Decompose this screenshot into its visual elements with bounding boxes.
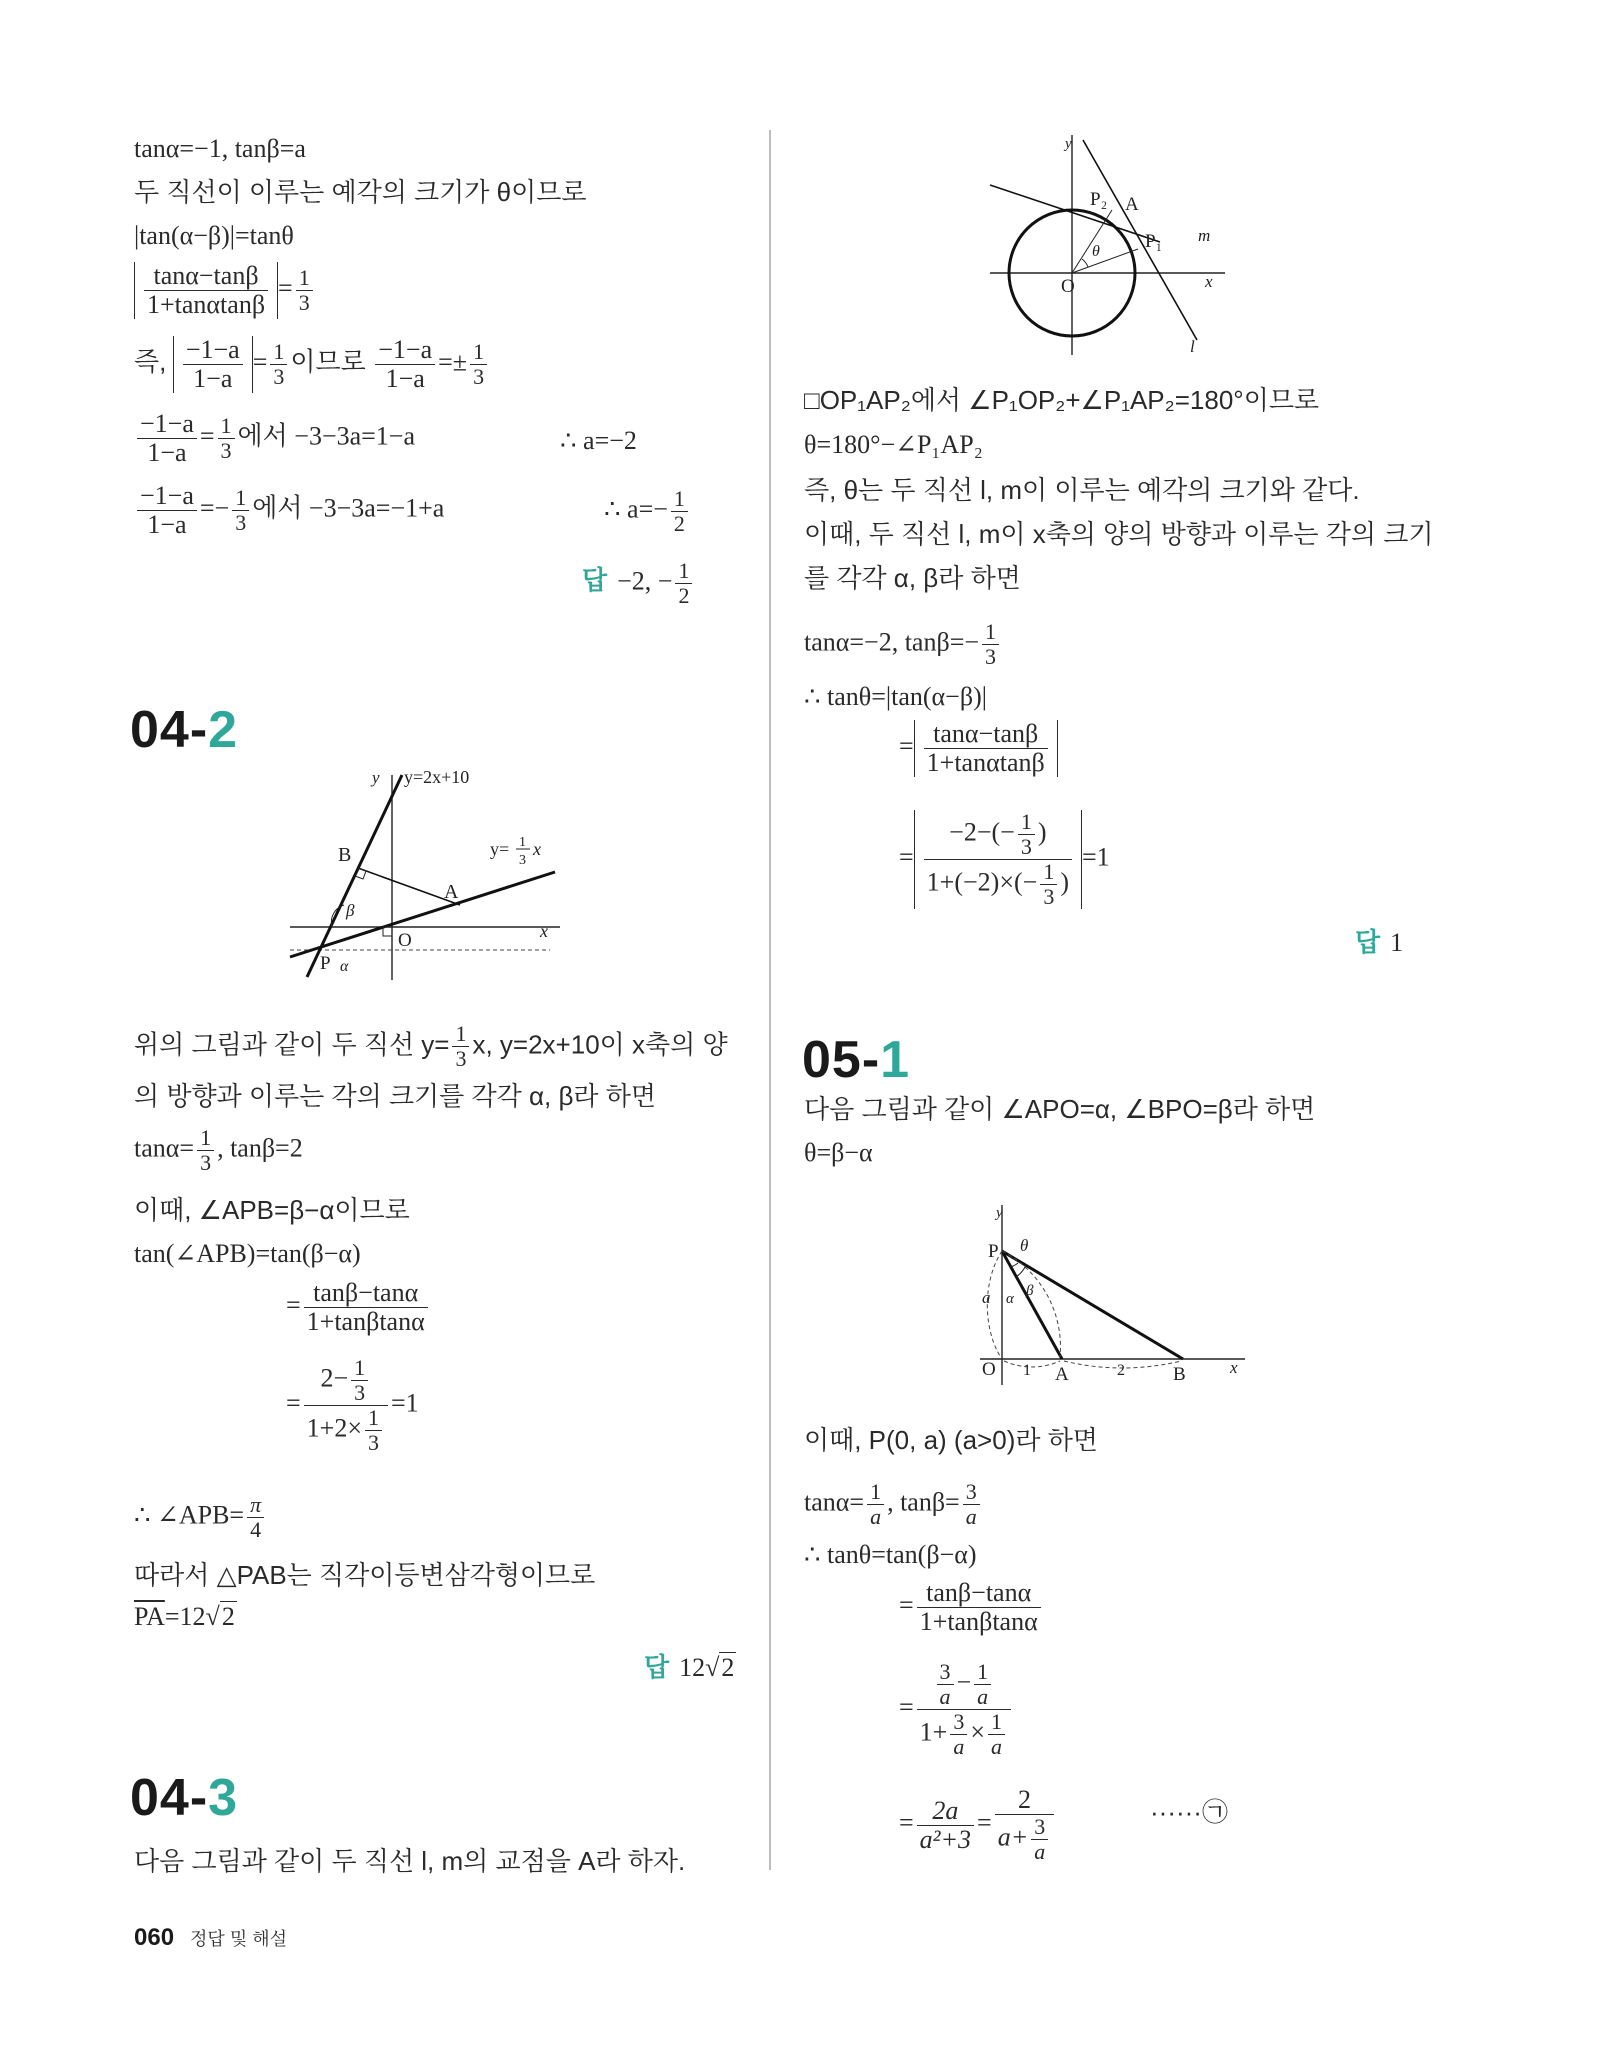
text-angles: 의 방향과 이루는 각의 크기를 각각 α, β라 하면 xyxy=(134,1081,656,1111)
fig-label-l: l xyxy=(1190,337,1195,356)
text-apb: 이때, ∠APB=β−α이므로 xyxy=(134,1195,410,1225)
eq-case-positive: $\frac{-1-a}{1-a}$ = $\frac{1}{3}$ 에서 −3−3a=1−a xyxy=(134,410,415,467)
fig-label-o: O xyxy=(1061,276,1075,297)
answer-1: 답 −2, − $\frac{1}{2}$ xyxy=(582,559,695,608)
figure-04-3 xyxy=(985,130,1235,360)
eq-case-negative: $\frac{-1-a}{1-a}$ =− $\frac{1}{3}$ 에서 −3−3a=−1+a xyxy=(134,482,444,539)
eq-tan-theta-05: ∴ tanθ=tan(β−α) xyxy=(804,1540,977,1569)
eq-tan-theta-3: = −2−(− $\frac{1}{3}$ ) 1+(−2)×(− $\frac{1}{3}$ ) =1 xyxy=(899,809,1110,909)
right-angle-o xyxy=(383,927,392,936)
figure-05-1 xyxy=(960,1195,1260,1390)
fig-label-y: y xyxy=(1065,136,1072,152)
fig-label-theta: θ xyxy=(1020,1236,1029,1255)
fig-label-p2: P₂ xyxy=(1090,189,1108,210)
fig-label-beta: β xyxy=(1026,1283,1034,1299)
fig-label-x: x xyxy=(1230,1358,1238,1377)
text-isosceles: 따라서 △PAB는 직각이등변삼각형이므로 xyxy=(134,1560,596,1590)
arc-1 xyxy=(1004,1361,1060,1367)
fig-label-eq2: y= xyxy=(490,839,510,859)
eq-tan-alpha-beta: tanα=−1, tanβ=a xyxy=(134,134,306,163)
eq-theta-diff: θ=β−α xyxy=(804,1138,873,1167)
fig-label-p: P xyxy=(320,953,331,974)
text-point-p: 이때, P(0, a) (a>0)라 하면 xyxy=(804,1425,1098,1455)
radius-p1 xyxy=(1072,249,1138,273)
page-footer xyxy=(134,1924,287,1952)
eq-tan-apb: tan(∠APB)=tan(β−α) xyxy=(134,1239,361,1268)
fig-label-a: A xyxy=(1125,194,1139,215)
fig-label-m: m xyxy=(1198,226,1211,245)
answer-2: 답 12√2 xyxy=(644,1652,735,1682)
text-acute-angle: 두 직선이 이루는 예각의 크기가 θ이므로 xyxy=(134,177,587,207)
fig-label-p1: P₁ xyxy=(1145,231,1163,252)
fig-label-y: y xyxy=(372,768,380,787)
eq-tan-theta: ∴ tanθ=|tan(α−β)| xyxy=(804,682,987,711)
fig-label-1: 1 xyxy=(1023,1362,1031,1379)
fig-label-beta: β xyxy=(346,901,355,920)
eq-theta: θ=180°−∠P₁AP₂ xyxy=(804,430,983,459)
text-two-lines: 위의 그림과 같이 두 직선 y= $\frac{1}{3}$ x, y=2x+10이 x축의 양 xyxy=(134,1021,728,1071)
text-quadrilateral: □OP₁AP₂에서 ∠P₁OP₂+∠P₁AP₂=180°이므로 xyxy=(804,385,1320,415)
column-divider xyxy=(769,130,771,1870)
eq-tan-theta-05-2: = $\frac{\tan\beta-\tan\alpha}{1+\tan\beta\tan\alpha}$ xyxy=(899,1579,1044,1636)
heading-05-1: 05-1 xyxy=(802,1031,911,1089)
text-alpha-beta: 를 각각 α, β라 하면 xyxy=(804,563,1021,593)
fig-label-y: y xyxy=(996,1205,1003,1221)
eq-tan-a: tanα= $\frac{1}{a}$ , tanβ= $\frac{3}{a}$ xyxy=(804,1480,983,1529)
eq-a-neg2: ∴ a=−2 xyxy=(560,426,637,455)
fig-label-p: P xyxy=(988,1241,999,1262)
eq-a-neg-half: ∴ a=− $\frac{1}{2}$ xyxy=(604,487,691,536)
fig-label-a-point: A xyxy=(1055,1364,1069,1385)
fig-label-x: x xyxy=(1205,272,1213,291)
eq-abs-tan: |tan(α−β)|=tanθ xyxy=(134,221,294,250)
fig-label-theta: θ xyxy=(1092,243,1100,260)
fig-label-a: a xyxy=(982,1288,991,1307)
eq-abs-fraction: $\frac{\tan\alpha-\tan\beta}{1+\tan\alpha\tan\beta}$ = $\frac{1}{3}$ xyxy=(134,262,316,319)
text-theta-acute: 즉, θ는 두 직선 l, m이 이루는 예각의 크기와 같다. xyxy=(804,475,1360,505)
fig-label-eq1: y=2x+10 xyxy=(404,767,470,787)
eq-pa: $\overline{PA}=12√2$ xyxy=(134,1602,235,1631)
eq-substitution: 즉, $\frac{-1-a}{1-a}$ = $\frac{1}{3}$ 이므로 $\frac{-1-a}{1-a}$ =± $\frac{1}{3}$ xyxy=(134,336,490,393)
footer-label: 정답 및 해설 xyxy=(190,1929,287,1949)
fig-label-eq2-x: x xyxy=(533,839,541,859)
eq-tan-values: tanα= $\frac{1}{3}$ , tanβ=2 xyxy=(134,1125,303,1175)
equation-mark: ······㉠ xyxy=(1150,1797,1228,1827)
eq-tan-theta-2: = $\frac{\tan\alpha-\tan\beta}{1+\tan\alpha\tan\beta}$ xyxy=(899,720,1058,777)
eq-angle-apb: ∴ ∠APB= $\frac{\pi}{4}$ xyxy=(134,1493,267,1542)
page-number: 060 xyxy=(134,1924,175,1951)
figure-04-2 xyxy=(280,765,580,985)
fig-label-2: 2 xyxy=(1117,1362,1125,1379)
fig-label-o: O xyxy=(398,930,412,951)
answer-3: 답 1 xyxy=(1355,927,1404,957)
fig-label-b: B xyxy=(338,844,352,866)
text-intersection: 다음 그림과 같이 두 직선 l, m의 교점을 A라 하자. xyxy=(134,1846,686,1876)
text-angle-def: 다음 그림과 같이 ∠APO=α, ∠BPO=β라 하면 xyxy=(804,1094,1316,1124)
arc-beta xyxy=(1016,1265,1026,1277)
heading-04-3: 04-3 xyxy=(130,1769,239,1827)
eq-tan-result: = 2− $\frac{1}{3}$ 1+2× $\frac{1}{3}$ =1 xyxy=(286,1355,419,1455)
fig-label-eq2-num: 1 xyxy=(519,835,526,850)
eq-tan-diff: = $\frac{\tan\beta-\tan\alpha}{1+\tan\beta\tan\alpha}$ xyxy=(286,1279,431,1336)
line-third-x xyxy=(290,872,555,957)
text-lines-angle: 이때, 두 직선 l, m이 x축의 양의 방향과 이루는 각의 크기 xyxy=(804,519,1434,549)
line-l xyxy=(1083,140,1197,340)
fig-label-a: A xyxy=(444,881,459,903)
eq-tan-theta-05-4: = $\frac{2a}{\text{a²+3}}$ = 2 a+ $\frac{3}{a}$ xyxy=(899,1786,1057,1864)
heading-04-2: 04-2 xyxy=(130,701,239,759)
fig-label-alpha: α xyxy=(1006,1291,1014,1307)
fig-label-alpha: α xyxy=(340,958,349,975)
eq-tan-theta-05-3: = $\frac{3}{a}$ − $\frac{1}{a}$ 1+ $\frac{3}{a}$ × $\frac{1}{a}$ xyxy=(899,1660,1014,1759)
fig-label-eq2-den: 3 xyxy=(519,853,526,868)
fig-label-o: O xyxy=(982,1359,996,1380)
segment-pb xyxy=(1002,1251,1183,1359)
eq-tan-values-2: tanα=−2, tanβ=− $\frac{1}{3}$ xyxy=(804,620,1002,669)
fig-label-b: B xyxy=(1173,1364,1186,1385)
fig-label-x: x xyxy=(540,921,548,941)
arc-theta xyxy=(1082,259,1088,267)
